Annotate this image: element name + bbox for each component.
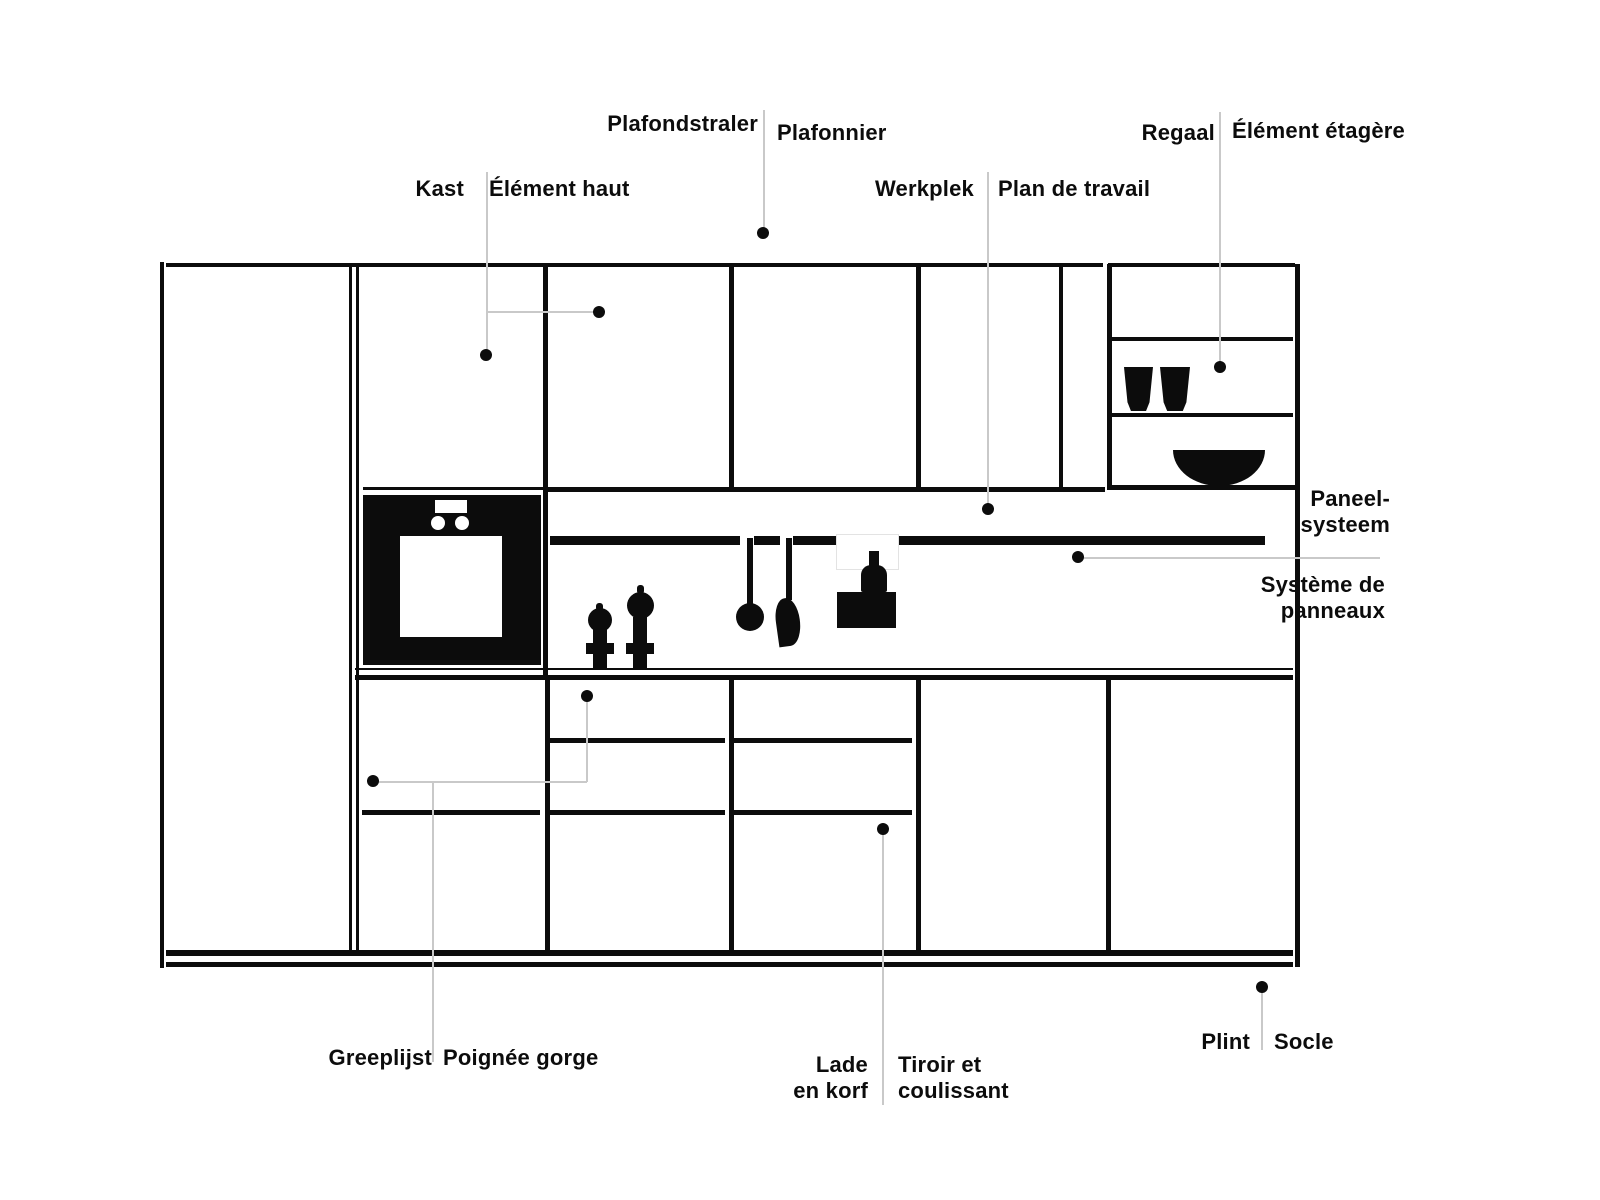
floor-line (166, 962, 1293, 967)
leader-drawer (882, 833, 884, 1105)
label-drawer-nl (793, 1052, 868, 1104)
partition-line-outer (349, 264, 352, 952)
label-panel-system-nl (1301, 486, 1390, 538)
partition-line-inner (356, 264, 359, 952)
dot-handle-2 (581, 690, 593, 702)
shelf-unit-bottom-line (1108, 485, 1295, 490)
oven-knob-left (431, 516, 445, 530)
dot-worktop (982, 503, 994, 515)
dot-wall-cabinet-1 (480, 349, 492, 361)
dot-panel-system (1072, 551, 1084, 563)
dot-shelf-unit (1214, 361, 1226, 373)
label-worktop-nl: Werkplek (874, 176, 974, 201)
dot-drawer (877, 823, 889, 835)
shelf-line-upper (1112, 337, 1293, 341)
label-handle-groove-fr: Poignée gorge (443, 1045, 599, 1070)
bowl (1173, 450, 1265, 486)
pepper-mill-large-base (633, 654, 647, 668)
label-drawer-nl-line1: Lade (815, 1052, 868, 1077)
dot-plinth (1256, 981, 1268, 993)
label-ceiling-light-nl: Plafondstraler (607, 111, 758, 136)
drawer-line-cab2-upper (549, 738, 725, 743)
oven-display (435, 500, 467, 513)
worktop-top-line (355, 668, 1293, 670)
spatula-hook (786, 538, 792, 600)
drawer-line-cab1 (362, 810, 540, 815)
label-drawer-fr-line1: Tiroir et (898, 1052, 982, 1077)
cabinet-bottom-line (166, 950, 1293, 956)
upper-cabinet-bottom-thin (363, 487, 543, 490)
drawer-line-cab2-lower (549, 810, 725, 815)
drawer-line-cab3-lower (733, 810, 912, 815)
pepper-mill-large-neck (633, 617, 647, 644)
label-shelf-unit-nl: Regaal (1141, 120, 1215, 145)
shelf-unit-top-line (1108, 263, 1295, 267)
upper-cabinet-divider-1 (543, 264, 548, 680)
label-ceiling-light-fr: Plafonnier (777, 120, 887, 145)
label-worktop-fr: Plan de travail (998, 176, 1151, 201)
rail-segment-1 (550, 536, 740, 545)
label-panel-system-fr-line2: panneaux (1280, 598, 1385, 623)
label-drawer-fr-line2: coulissant (898, 1078, 1009, 1103)
label-handle-groove-nl: Greeplijst (328, 1045, 432, 1070)
drawer-line-cab3-upper (733, 738, 912, 743)
label-wall-cabinet-nl: Kast (415, 176, 464, 201)
pepper-mill-large-flange (626, 643, 654, 654)
ladle (736, 603, 764, 631)
pepper-mill-small-flange (586, 643, 614, 654)
shelf-unit-left-edge (1107, 264, 1112, 490)
spatula (773, 597, 803, 648)
worktop-front-line (355, 675, 1293, 680)
lower-cabinet-divider-2 (729, 680, 734, 950)
upper-cabinet-divider-4 (1059, 264, 1063, 490)
dot-wall-cabinet-2 (593, 306, 605, 318)
upper-cabinet-divider-3 (916, 264, 921, 490)
upper-cabinet-bottom-line (543, 487, 1105, 492)
label-plinth-nl: Plint (1201, 1029, 1250, 1054)
pepper-mill-large-head (627, 592, 654, 619)
dot-handle-1 (367, 775, 379, 787)
oven-door-window (400, 536, 502, 637)
label-panel-system-nl-line1: Paneel- (1310, 486, 1390, 511)
bottle-body (861, 565, 887, 592)
left-wall-line (160, 262, 164, 968)
cup-right (1160, 367, 1190, 411)
label-panel-system-fr (1261, 572, 1385, 624)
leader-worktop (987, 172, 989, 504)
lower-cabinet-divider-1 (545, 680, 550, 950)
leader-handle-horizontal (375, 781, 587, 783)
label-plinth-fr: Socle (1274, 1029, 1334, 1054)
leader-panel-system (1082, 557, 1380, 559)
lower-cabinet-divider-4 (1106, 680, 1111, 950)
leader-handle-upper (586, 700, 588, 782)
label-shelf-unit-fr: Élément étagère (1232, 118, 1405, 143)
leader-wall-cabinet-horizontal (487, 311, 599, 313)
pepper-mill-small-base (593, 654, 607, 668)
lower-cabinet-divider-3 (916, 680, 921, 950)
upper-cabinet-divider-2 (729, 264, 734, 490)
leader-wall-cabinet-vertical (486, 172, 488, 352)
rail-segment-2 (754, 536, 780, 545)
leader-handle-down (432, 782, 434, 1062)
dot-ceiling-light (757, 227, 769, 239)
top-line (166, 263, 1103, 267)
rail-box (837, 592, 896, 628)
oven-knob-right (455, 516, 469, 530)
label-panel-system-fr-line1: Système de (1260, 572, 1385, 597)
cup-left (1124, 367, 1153, 411)
label-wall-cabinet-fr: Élément haut (489, 176, 630, 201)
label-drawer-nl-line2: en korf (793, 1078, 868, 1103)
leader-shelf-unit (1219, 112, 1221, 362)
leader-ceiling-light (763, 110, 765, 228)
ladle-hook (747, 538, 753, 606)
shelf-line-lower (1112, 413, 1293, 417)
label-panel-system-nl-line2: systeem (1300, 512, 1390, 537)
leader-plinth (1261, 991, 1263, 1050)
label-drawer-fr (898, 1052, 1009, 1104)
